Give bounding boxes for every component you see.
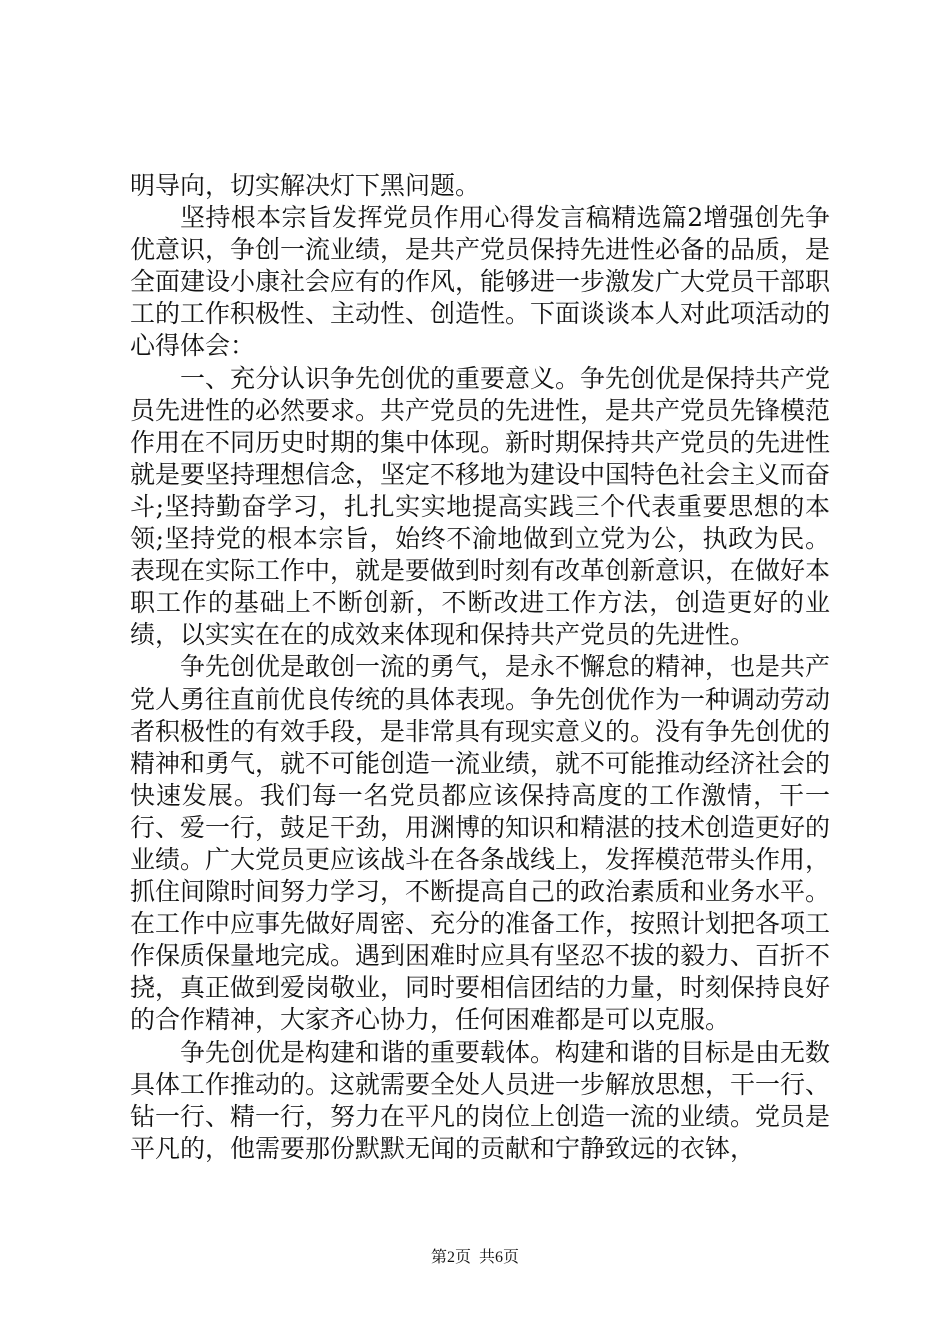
paragraph-3: 一、充分认识争先创优的重要意义。争先创优是保持共产党员先进性的必然要求。共产党员的先进性，是共产党员先锋模范作用在不同历史时期的集中体现。新时期保持共产党员的先进性就是要坚持理想信念，坚定不移地为建设中国特色社会主义而奋斗;坚持勤奋学习，扎扎实实地提高实践三个代表重要思想的本领;坚持党的根本宗旨，始终不渝地做到立党为公，执政为民。表现在实际工作中，就是要做到时刻有改革创新意识，在做好本职工作的基础上不断创新，不断改进工作方法，创造更好的业绩，以实实在在的成效来体现和保持共产党员的先进性。 <box>130 363 831 650</box>
page-footer <box>0 1244 950 1267</box>
paragraph-2: 坚持根本宗旨发挥党员作用心得发言稿精选篇2增强创先争优意识，争创一流业绩，是共产党员保持先进性必备的品质，是全面建设小康社会应有的作风，能够进一步激发广大党员干部职工的工作积极性、主动性、创造性。下面谈谈本人对此项活动的心得体会： <box>130 203 831 361</box>
paragraph-4: 争先创优是敢创一流的勇气，是永不懈怠的精神，也是共产党人勇往直前优良传统的具体表现。争先创优作为一种调动劳动者积极性的有效手段，是非常具有现实意义的。没有争先创优的精神和勇气，就不可能创造一流业绩，就不可能推动经济社会的快速发展。我们每一名党员都应该保持高度的工作激情，干一行、爱一行，鼓足干劲，用渊博的知识和精湛的技术创造更好的业绩。广大党员更应该战斗在各条战线上，发挥模范带头作用，抓住间隙时间努力学习，不断提高自己的政治素质和业务水平。在工作中应事先做好周密、充分的准备工作，按照计划把各项工作保质保量地完成。遇到困难时应具有坚忍不拔的毅力、百折不挠，真正做到爱岗敬业，同时要相信团结的力量，时刻保持良好的合作精神，大家齐心协力，任何困难都是可以克服。 <box>130 652 831 1035</box>
paragraph-1: 明导向，切实解决灯下黑问题。 <box>130 171 481 200</box>
document-body <box>130 170 830 1165</box>
paragraph-5: 争先创优是构建和谐的重要载体。构建和谐的目标是由无数具体工作推动的。这就需要全处人员进一步解放思想，干一行、钻一行、精一行，努力在平凡的岗位上创造一流的业绩。党员是平凡的，他需要那份默默无闻的贡献和宁静致远的衣钵， <box>130 1037 831 1163</box>
page-number-label: 第2页 共6页 <box>430 1249 519 1266</box>
